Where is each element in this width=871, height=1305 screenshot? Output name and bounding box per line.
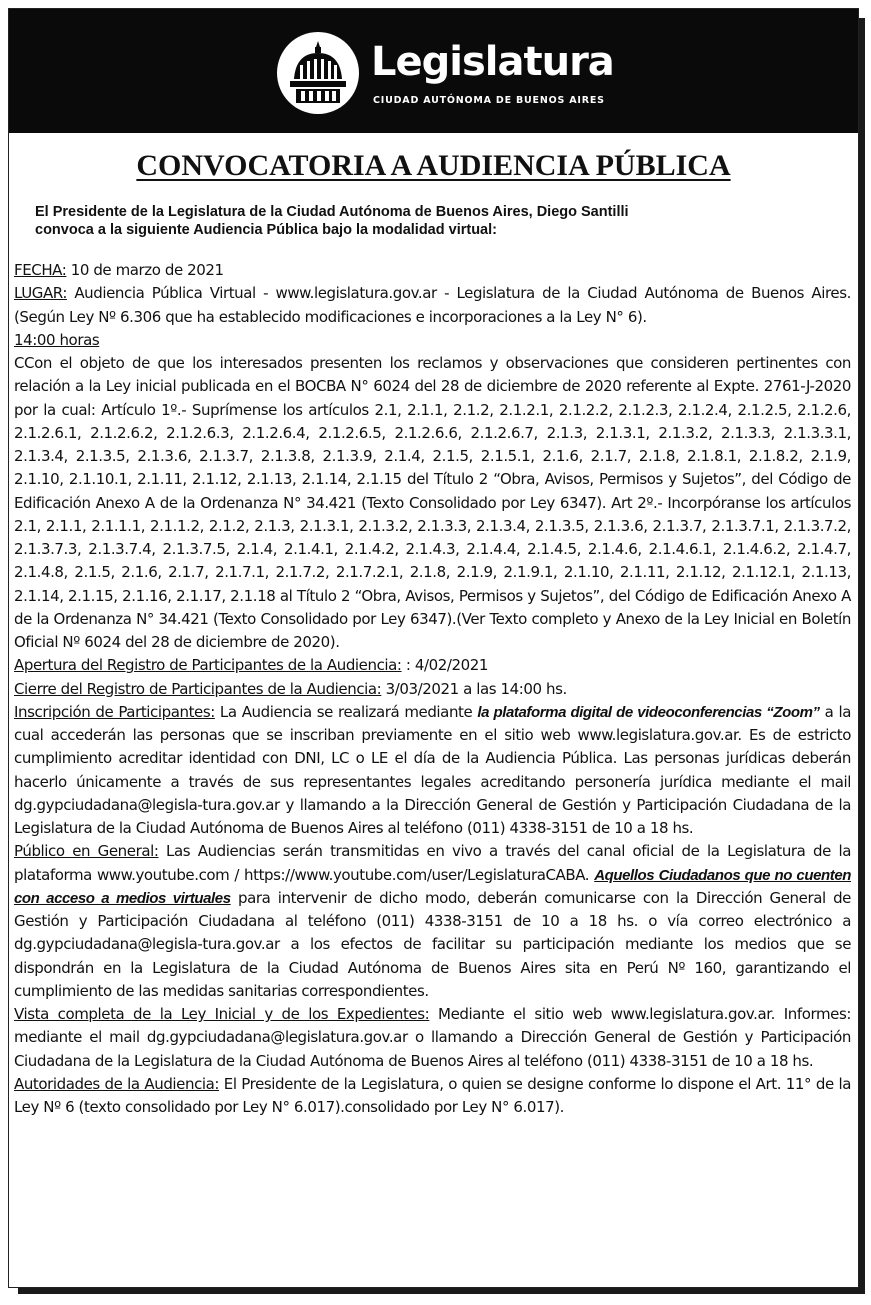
header-banner: [9, 9, 858, 133]
vista-paragraph: [14, 1003, 851, 1073]
notice-frame: [8, 8, 859, 1288]
objeto-paragraph: CCon el objeto de que los interesados presenten los reclamos y observaciones que consideren pertinentes con relación a la Ley inicial publicada en el BOCBA N° 6024 del 28 de diciembre de 2020 referente al Expte. 2761-J-2020 por la cual: Artículo 1º.- Suprímense los artículos 2.1, 2.1.1, 2.1.2, 2.1.2.1, 2.1.2.2, 2.1.2.3, 2.1.2.4, 2.1.2.5, 2.1.2.6, 2.1.2.6.1, 2.1.2.6.2, 2.1.2.6.3, 2.1.2.6.4, 2.1.2.6.5, 2.1.2.6.6, 2.1.2.6.7, 2.1.3, 2.1.3.1, 2.1.3.2, 2.1.3.3, 2.1.3.3.1, 2.1.3.4, 2.1.3.5, 2.1.3.6, 2.1.3.7, 2.1.3.8, 2.1.3.9, 2.1.4, 2.1.5, 2.1.5.1, 2.1.6, 2.1.7, 2.1.8, 2.1.8.1, 2.1.8.2, 2.1.9, 2.1.10, 2.1.10.1, 2.1.11, 2.1.12, 2.1.13, 2.1.14, 2.1.15 del Título 2 “Obra, Avisos, Permisos y Sujetos”, del Código de Edificación Anexo A de la Ordenanza N° 34.421 (Texto Consolidado por Ley 6347). Art 2º.- Incorpóranse los artículos 2.1, 2.1.1, 2.1.1.1, 2.1.1.2, 2.1.2, 2.1.3, 2.1.3.1, 2.1.3.2, 2.1.3.3, 2.1.3.4, 2.1.3.5, 2.1.3.6, 2.1.3.7, 2.1.3.7.1, 2.1.3.7.2, 2.1.3.7.3, 2.1.3.7.4, 2.1.3.7.5, 2.1.4, 2.1.4.1, 2.1.4.2, 2.1.4.3, 2.1.4.4, 2.1.4.5, 2.1.4.6, 2.1.4.6.1, 2.1.4.6.2, 2.1.4.7, 2.1.4.8, 2.1.5, 2.1.6, 2.1.7, 2.1.7.1, 2.1.7.2, 2.1.7.2.1, 2.1.8, 2.1.9, 2.1.9.1, 2.1.10, 2.1.11, 2.1.12, 2.1.12.1, 2.1.13, 2.1.14, 2.1.15, 2.1.16, 2.1.17, 2.1.18 al Título 2 “Obra, Avisos, Permisos y Sujetos”, del Código de Edificación Anexo A de la Ordenanza N° 34.421 (Texto Consolidado por Ley 6347).(Ver Texto completo y Anexo de la Ley Inicial en Boletín Oficial Nº 6024 del 28 de diciembre de 2020).: [14, 354, 851, 651]
lugar-label: LUGAR:: [14, 284, 67, 303]
autoridades-text: El Presidente de la Legislatura, o quien se designe conforme lo dispone el Art. 11° de la Ley Nº 6 (texto consolidado por Ley N° 6.017).consolidado por Ley N° 6.017).: [14, 1074, 851, 1116]
publico-label: Público en General:: [14, 842, 159, 861]
frame-shadow-bottom: [18, 1287, 865, 1294]
hora-paragraph: [14, 329, 851, 352]
publico-emphasis: Aquellos Ciudadanos que no cuenten con acceso a medios virtuales: [14, 866, 851, 907]
legislature-dome-logo-icon: [276, 31, 360, 115]
autoridades-label: Autoridades de la Audiencia:: [14, 1074, 220, 1093]
fecha-label: FECHA:: [14, 261, 67, 279]
apertura-value: : 4/02/2021: [401, 656, 489, 675]
fecha-paragraph: [14, 259, 851, 282]
inscripcion-label: Inscripción de Participantes:: [14, 702, 215, 721]
lugar-paragraph: [14, 282, 851, 329]
fecha-value: 10 de marzo de 2021: [66, 261, 224, 279]
autoridades-paragraph: [14, 1073, 851, 1120]
apertura-label: Apertura del Registro de Participantes de la Audiencia:: [14, 656, 402, 675]
inscripcion-emphasis: la plataforma digital de videoconferencias “Zoom”: [477, 703, 820, 721]
inscripcion-paragraph: [14, 701, 851, 841]
intro-line-2: convoca a la siguiente Audiencia Pública bajo la modalidad virtual:: [35, 222, 497, 238]
publico-paragraph: [14, 840, 851, 1003]
lugar-value: Audiencia Pública Virtual - www.legislatura.gov.ar - Legislatura de la Ciudad Autónoma de Buenos Aires. (Según Ley Nº 6.306 que ha establecido modificaciones e incorporaciones a la Ley N° 6).: [14, 284, 851, 326]
cierre-label: Cierre del Registro de Participantes de la Audiencia:: [14, 679, 382, 698]
publico-text-1: Las Audiencias serán transmitidas en vivo a través del canal oficial de la Legislatura de la plataforma www.youtube.com / https://www.youtube.com/user/LegislaturaCABA.: [14, 842, 852, 884]
brand-name: Legislatura: [371, 39, 614, 85]
vista-label: Vista completa de la Ley Inicial y de los Expedientes:: [14, 1005, 430, 1023]
vista-text: Mediante el sitio web www.legislatura.gov.ar. Informes: mediante el mail dg.gypciudadana@legislatura.gov.ar o llamando a Dirección General de Gestión y Participación Ciudadana de la Legislatura de la Ciudad Autónoma de Buenos Aires al teléfono (011) 4338-3151 de 10 a 18 hs.: [14, 1005, 851, 1070]
intro-text: [35, 203, 795, 239]
inscripcion-text-1: La Audiencia se realizará mediante: [214, 702, 478, 721]
intro-line-1: El Presidente de la Legislatura de la Ciudad Autónoma de Buenos Aires, Diego Santilli: [35, 204, 629, 220]
brand-subtitle: CIUDAD AUTÓNOMA DE BUENOS AIRES: [373, 95, 605, 106]
hora-label: 14:00 horas: [14, 330, 100, 349]
page-title: CONVOCATORIA A AUDIENCIA PÚBLICA: [136, 149, 731, 182]
frame-shadow-right: [858, 18, 865, 1293]
publico-text-2: para intervenir de dicho modo, deberán comunicarse con la Dirección General de Gestión y Participación Ciudadana al teléfono (011) 4338-3151 de 10 a 18 hs. o vía correo electrónico a dg.gypciudadana@legisla-tura.gov.ar a los efectos de facilitar su participación mediante los medios que se dispondrán en la Legislatura de la Ciudad Autónoma de Buenos Aires sita en Perú Nº 160, garantizando el cumplimiento de las medidas sanitarias correspondientes.: [14, 888, 851, 1000]
notice-body: [14, 259, 851, 1119]
apertura-paragraph: [14, 654, 851, 677]
cierre-paragraph: [14, 678, 851, 701]
inscripcion-text-2: a la cual accederán las personas que se inscriban previamente en el sitio web www.legislatura.gov.ar. Es de estricto cumplimiento acreditar identidad con DNI, LC o LE el día de la Audiencia Pública. Las personas jurídicas deberán hacerlo únicamente a través de sus representantes legales acreditando personería jurídica mediante el mail dg.gypciudadana@legisla-tura.gov.ar y llamando a la Dirección General de Gestión y Participación Ciudadana de la Legislatura de la Ciudad Autónoma de Buenos Aires al teléfono (011) 4338-3151 de 10 a 18 hs.: [14, 702, 851, 837]
cierre-value: 3/03/2021 a las 14:00 hs.: [381, 679, 567, 698]
